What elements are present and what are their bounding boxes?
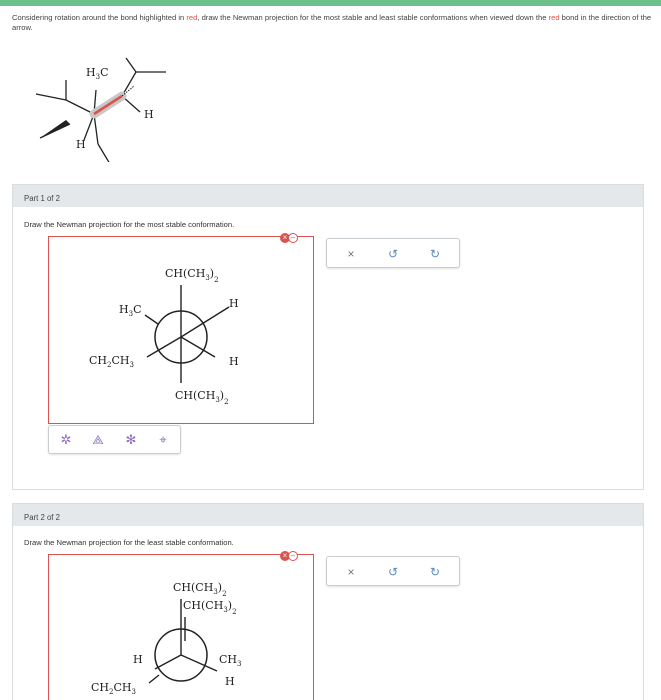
part-1-header: Part 1 of 2: [13, 185, 643, 207]
minus-icon: –: [288, 551, 298, 561]
part-2-drawing-canvas[interactable]: [48, 554, 314, 700]
part-1-drawing-canvas[interactable]: [48, 236, 314, 424]
newman-1-bottom-label: $CH(CH_3)_2$: [175, 389, 229, 406]
newman-2-right-methyl: $CH_3$: [219, 653, 242, 668]
clear-icon[interactable]: ×: [347, 247, 355, 261]
template-toolbar: [48, 425, 181, 454]
part-1-prompt: Draw the Newman projection for the most stable conformation.: [24, 220, 235, 229]
newman-1-upper-right-h: H: [229, 297, 239, 310]
part-2-status-badge: [280, 551, 302, 561]
question-red-word: red: [186, 13, 198, 22]
molecule-structure: [30, 52, 210, 162]
part-2-action-panel: [326, 556, 460, 586]
part-2-header: Part 2 of 2: [13, 504, 643, 526]
newman-1-upper-left-label: $H_3C$: [119, 303, 142, 318]
part-2-prompt: Draw the Newman projection for the least stable conformation.: [24, 538, 234, 547]
hydrogen-label-left: H: [76, 138, 86, 151]
reset-icon[interactable]: ↻: [429, 247, 441, 261]
minus-icon: –: [288, 233, 298, 243]
incorrect-icon: ×: [280, 233, 290, 243]
clear-icon[interactable]: ×: [347, 565, 355, 579]
newman-chair-icon[interactable]: ⟁: [92, 432, 104, 447]
question-red-word-2: red: [548, 13, 560, 22]
part-1-action-panel: [326, 238, 460, 268]
newman-projection-1: [49, 237, 315, 425]
part-1-panel: [12, 184, 644, 490]
newman-2-right-h: H: [225, 675, 235, 688]
methyl-label: $H_3C$: [86, 66, 109, 81]
newman-2-top-label: $CH(CH_3)_2$: [173, 581, 227, 598]
reset-icon[interactable]: ↻: [429, 565, 441, 579]
newman-eclipsed-icon[interactable]: ✻: [125, 432, 137, 447]
hydrogen-label-right: H: [144, 108, 154, 121]
newman-staggered-icon[interactable]: ✲: [60, 432, 72, 447]
newman-2-second-top-label: $CH(CH_3)_2$: [183, 599, 237, 616]
question-text: [12, 13, 652, 33]
newman-1-top-label: $CH(CH_3)_2$: [165, 267, 219, 284]
newman-1-lower-left-label: $CH_2CH_3$: [89, 354, 134, 369]
newman-2-left-h: H: [133, 653, 143, 666]
newman-rotated-icon[interactable]: ⌖: [159, 432, 167, 447]
question-part-1: Considering rotation around the bond highlighted in: [12, 13, 187, 22]
part-1-status-badge: [280, 233, 302, 243]
undo-icon[interactable]: ↺: [387, 565, 399, 579]
part-2-panel: [12, 503, 644, 700]
newman-projection-2: [49, 555, 315, 700]
question-part-3: bond in the direction of the arrow.: [12, 13, 652, 32]
top-accent-bar: [0, 0, 661, 6]
newman-1-lower-right-h: H: [229, 355, 239, 368]
newman-2-bottom-left-label: $CH_2CH_3$: [91, 681, 136, 696]
undo-icon[interactable]: ↺: [387, 247, 399, 261]
incorrect-icon: ×: [280, 551, 290, 561]
question-part-2: , draw the Newman projection for the most stable and least stable conformations when viewed down the: [197, 13, 549, 22]
